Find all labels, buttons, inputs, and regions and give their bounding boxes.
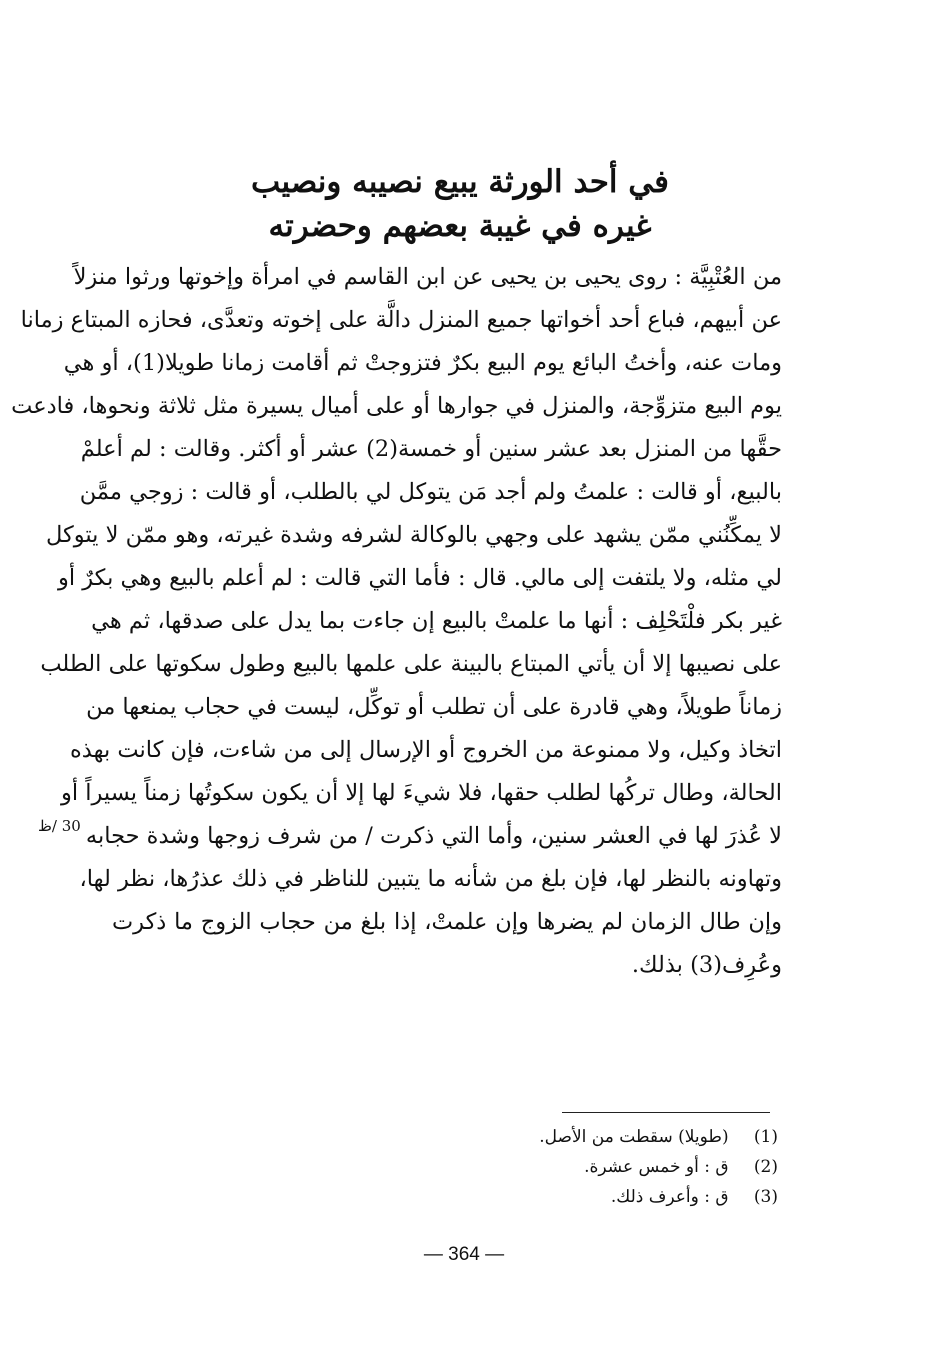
footnote-number: (3) [753, 1187, 778, 1207]
body-line: زماناً طويلاً، وهي قادرة على أن تطلب أو توكِّل، ليست في حجاب يمنعها من [86, 694, 782, 720]
body-line: اتخاذ وكيل، ولا ممنوعة من الخروج أو الإرسال إلى من شاءت، فإن كانت بهذه [69, 737, 782, 763]
footnotes [400, 1122, 778, 1212]
chapter-title-line-1: في أحد الورثة يبيع نصيبه ونصيب [251, 164, 669, 200]
body-line: من العُتْبِيَّة : روى يحيى بن يحيى عن ابن القاسم في امرأة وإخوتها ورثوا منزلاً [73, 264, 782, 290]
body-line: الحالة، وطال تركُها لطلب حقها، فلا شيءَ لها إلا أن يكون سكوتُها زمناً يسيراً أو [60, 780, 782, 806]
footnote-item [400, 1152, 778, 1182]
footnote-item [400, 1182, 778, 1212]
footnote-text: (طويلا) سقطت من الأصل. [539, 1127, 729, 1147]
body-line: لي مثله، ولا يلتفت إلى مالي. قال : فأما التي قالت : لم أعلم بالبيع وهي بكرٌ أو [57, 565, 782, 591]
footnote-item [400, 1122, 778, 1152]
body-line: عن أبيهم، فباع أحد أخواتها جميع المنزل دالَّة على إخوته وتعدَّى، فحازه المبتاع زمانا [20, 307, 782, 333]
body-line: يوم البيع متزوِّجة، والمنزل في جوارها أو على أميال يسيرة مثل ثلاثة ونحوها، فادعت [11, 393, 782, 419]
body-line: بالبيع، أو قالت : علمتُ ولم أجد مَن يتوكل لي بالطلب، أو قالت : زوجي ممَّن [79, 479, 782, 505]
body-line: ومات عنه، وأختُ البائع يوم البيع بكرٌ فتزوجتْ ثم أقامت زمانا طويلا(1)، أو هي [63, 350, 782, 376]
body-line: غير بكر فلْتَحْلِف : أنها ما علمتْ بالبيع إن جاءت بما يدل على صدقها، ثم هي [91, 608, 782, 634]
body-line: لا يمكِّنُني ممّن يشهد على وجهي بالوكالة لشرفه وشدة غيرته، وهو ممّن لا يتوكل [46, 522, 782, 548]
body-line: على نصيبها إلا أن يأتي المبتاع بالبينة على علمها بالبيع وطول سكوتها على الطلب [40, 651, 782, 677]
manuscript-folio-marker: 30 /ظ [38, 817, 81, 835]
page-number: — 364 — [423, 1244, 505, 1265]
footnote-number: (1) [753, 1127, 778, 1147]
body-line: وعُرِف(3) بذلك. [631, 952, 782, 978]
body-line: لا عُذرَ لها في العشر سنين، وأما التي ذكرت / من شرف زوجها وشدة حجابه [85, 823, 782, 849]
chapter-title-line-2: غيره في غيبة بعضهم وحضرته [268, 208, 652, 244]
body-line: وتهاونه بالنظر لها، فإن بلغ من شأنه ما يتبين للناظر في ذلك عذرُها، نظر لها، [79, 866, 782, 892]
body-line: وإن طال الزمان لم يضرها وإن علمتْ، إذا بلغ من حجاب الزوج ما ذكرت [112, 909, 782, 935]
body-line: حقَّها من المنزل بعد عشر سنين أو خمسة(2) عشر أو أكثر. وقالت : لم أعلمْ [80, 436, 782, 462]
footnote-number: (2) [753, 1157, 778, 1177]
footnote-text: ق : وأعرف ذلك. [610, 1187, 729, 1207]
footnote-text: ق : أو خمس عشرة. [584, 1157, 729, 1177]
footnote-separator [562, 1112, 770, 1113]
